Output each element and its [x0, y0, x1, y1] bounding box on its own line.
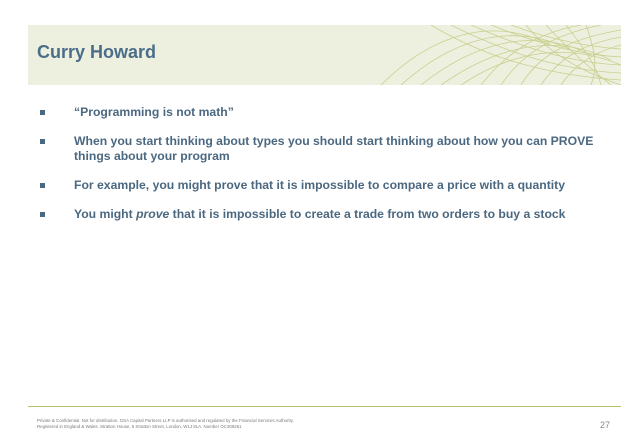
- bullet-item: [37, 207, 612, 222]
- square-bullet-icon: [40, 110, 45, 115]
- bullet-list: [37, 105, 612, 236]
- bullet-text: When you start thinking about types you should start thinking about how you can PROVE things about your program: [74, 134, 594, 163]
- bullet-item: [37, 134, 612, 164]
- square-bullet-icon: [40, 183, 45, 188]
- bullet-text-suffix: that it is impossible to create a trade from two orders to buy a stock: [169, 207, 566, 221]
- footer-divider: [28, 406, 621, 407]
- bullet-item: [37, 105, 612, 120]
- page-number: 27: [599, 420, 610, 430]
- bullet-text: For example, you might prove that it is impossible to compare a price with a quantity: [74, 178, 565, 192]
- square-bullet-icon: [40, 212, 45, 217]
- bullet-text-prefix: You might: [74, 207, 137, 221]
- decorative-lines-graphic: [321, 25, 621, 85]
- square-bullet-icon: [40, 139, 45, 144]
- footer-disclaimer: [37, 418, 457, 430]
- bullet-item: [37, 178, 612, 193]
- slide-title: Curry Howard: [37, 42, 157, 62]
- bullet-text: “Programming is not math”: [74, 105, 234, 119]
- footer-line-1: Private & Confidential. Not for distribution. GSA Capital Partners LLP is authorised and regulated by the Financial Services Authority.: [37, 418, 294, 423]
- header-band: [28, 25, 621, 85]
- bullet-text-emphasis: prove: [136, 207, 170, 221]
- footer-line-2: Registered in England & Wales. Stratton House, 5 Stratton Street, London, W1J 8LA. Number OC309261: [37, 424, 242, 429]
